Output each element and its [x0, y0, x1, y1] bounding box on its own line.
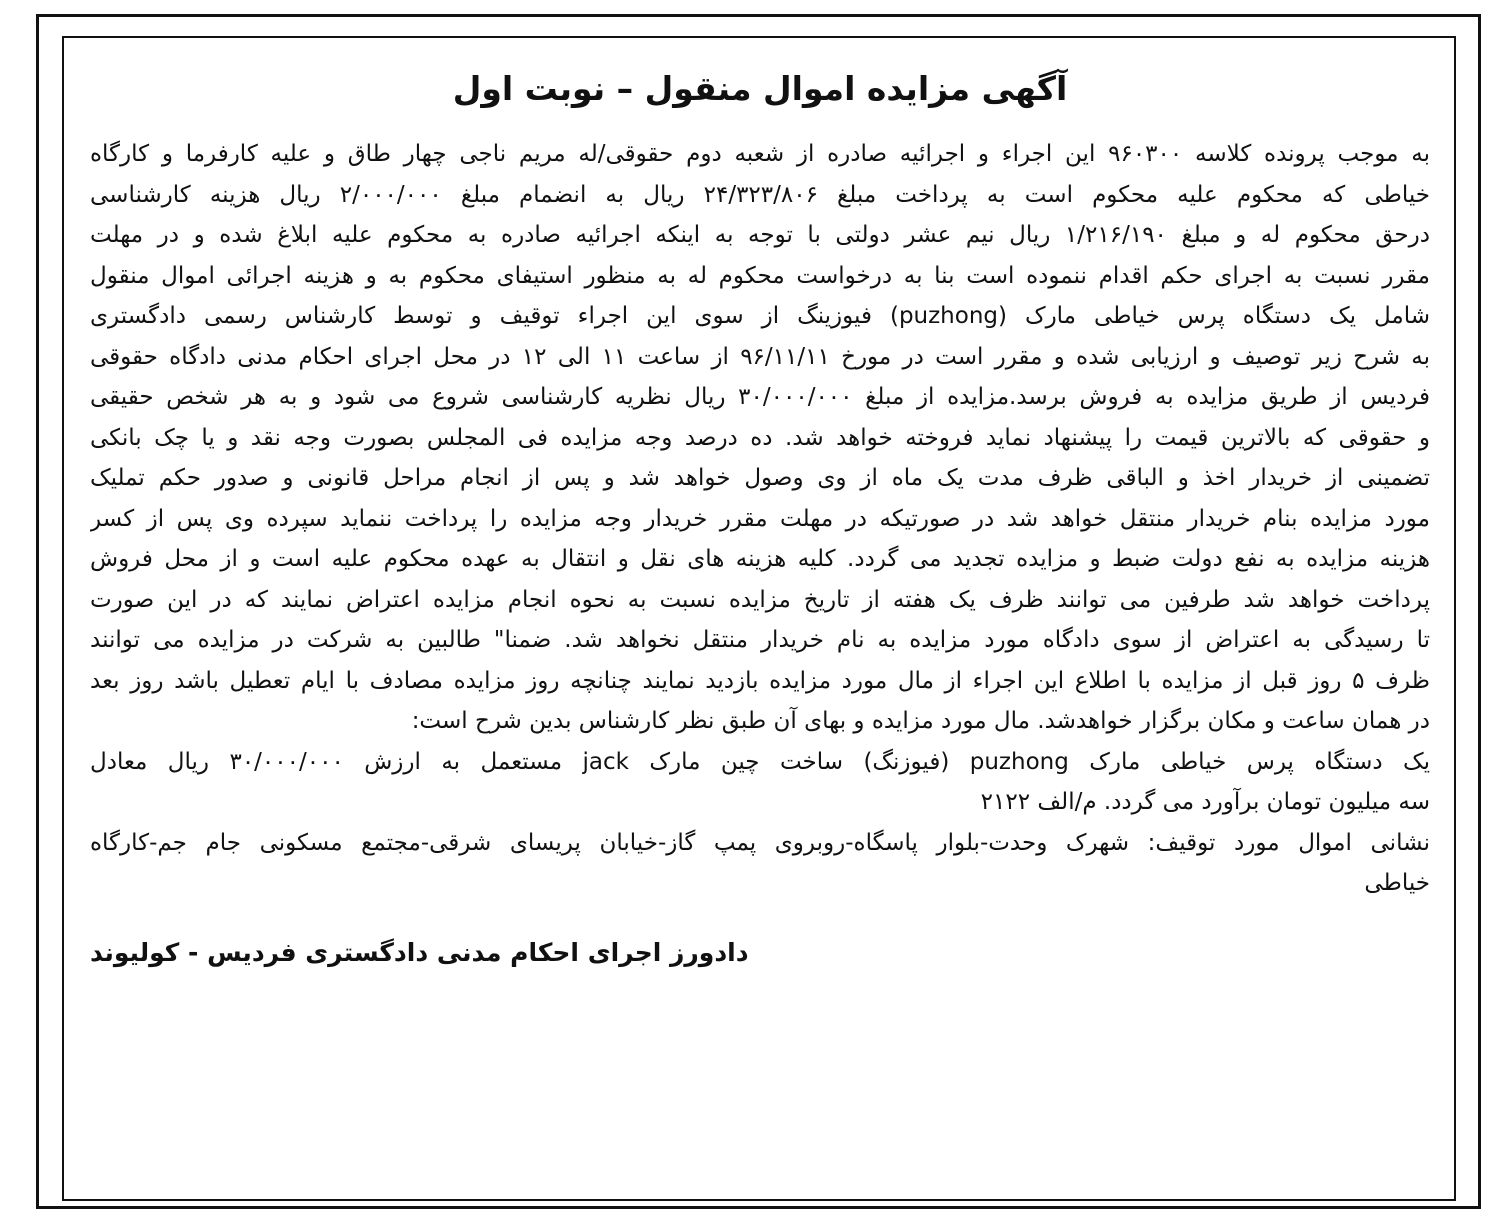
- notice-line-12: پرداخت خواهد شد طرفین می توانند ظرف یک هفته از تاریخ مزایده نسبت به نحوه انجام مزایده اعتراض نمایند که در این صورت: [90, 586, 1430, 613]
- notice-body: [90, 134, 1430, 904]
- notice-line-19: خیاطی: [1364, 870, 1430, 896]
- notice-title: آگهی مزایده اموال منقول – نوبت اول: [452, 69, 1068, 108]
- notice-line-14: ظرف ۵ روز قبل از مزایده با اطلاع این اجراء از مال مورد مزایده بازدید نمایند چنانچه روز مزایده مصادف با ایام تعطیل باشد روز بعد: [90, 667, 1430, 694]
- notice-line-15: در همان ساعت و مکان برگزار خواهدشد. مال مورد مزایده و بهای آن طبق نظر کارشناس بدین شرح است:: [411, 708, 1430, 734]
- notice-line-8: و حقوقی که بالاترین قیمت را پیشنهاد نماید فروخته خواهد شد. ده درصد وجه مزایده فی المجلس بصورت وجه نقد و یا چک بانکی: [90, 424, 1430, 451]
- auction-notice: [62, 36, 1456, 1201]
- notice-line-1: به موجب پرونده کلاسه ۹۶۰۳۰۰ این اجراء و اجرائیه صادره از شعبه دوم حقوقی/له مریم ناجی چهار طاق و علیه کارفرما و کارگاه: [90, 141, 1430, 167]
- notice-line-18: نشانی اموال مورد توقیف: شهرک وحدت-بلوار پاسگاه-روبروی پمپ گاز-خیابان پریسای شرقی-مجتمع مسکونی جام جم-کارگاه: [90, 829, 1430, 856]
- notice-line-17: سه میلیون تومان برآورد می گردد. م/الف ۲۱۲۲: [980, 789, 1430, 815]
- notice-line-9: تضمینی از خریدار اخذ و الباقی ظرف مدت یک ماه از وی وصول خواهد شد و پس از انجام مراحل قانونی و صدور حکم تملیک: [90, 465, 1430, 491]
- notice-line-2: خیاطی که محکوم علیه محکوم است به پرداخت مبلغ ۲۴/۳۲۳/۸۰۶ ریال به انضمام مبلغ ۲/۰۰۰/۰۰۰ ریال هزینه کارشناسی: [90, 181, 1430, 208]
- notice-line-4: مقرر نسبت به اجرای حکم اقدام ننموده است بنا به درخواست محکوم له به منظور استیفای محکوم به و هزینه اجرائی اموال منقول: [90, 262, 1430, 289]
- notice-line-7: فردیس از طریق مزایده به فروش برسد.مزایده از مبلغ ۳۰/۰۰۰/۰۰۰ ریال نظریه کارشناسی شروع می شود و به هر شخص حقیقی: [90, 384, 1430, 410]
- notice-line-10: مورد مزایده بنام خریدار منتقل خواهد شد در صورتیکه در مهلت مقرر خریدار وجه مزایده را پرداخت ننماید سپرده وی پس از کسر: [90, 505, 1430, 532]
- notice-line-3: درحق محکوم له و مبلغ ۱/۲۱۶/۱۹۰ ریال نیم عشر دولتی با توجه به اینکه اجرائیه صادره به محکوم علیه ابلاغ شده و در مهلت: [90, 222, 1430, 248]
- notice-line-6: به شرح زیر توصیف و ارزیابی شده و مقرر است در مورخ ۹۶/۱۱/۱۱ از ساعت ۱۱ الی ۱۲ در محل اجرای احکام مدنی دادگاه حقوقی: [90, 343, 1430, 370]
- notice-line-16: یک دستگاه پرس خیاطی مارک puzhong (فیوزنگ) ساخت چین مارک jack مستعمل به ارزش ۳۰/۰۰۰/۰۰۰ ریال معادل: [90, 748, 1430, 775]
- notice-line-5: شامل یک دستگاه پرس خیاطی مارک (puzhong) فیوزینگ از سوی این اجراء توقیف و توسط کارشناس رسمی دادگستری: [90, 303, 1430, 329]
- notice-signature: دادورز اجرای احکام مدنی دادگستری فردیس - کولیوند: [90, 937, 749, 967]
- notice-line-11: هزینه مزایده به نفع دولت ضبط و مزایده تجدید می گردد. کلیه هزینه های نقل و انتقال به عهده محکوم علیه است و از محل فروش: [90, 546, 1430, 572]
- notice-line-13: تا رسیدگی به اعتراض از سوی دادگاه مورد مزایده به نام خریدار منتقل نخواهد شد. ضمنا" طالبین به شرکت در مزایده می توانند: [90, 627, 1430, 653]
